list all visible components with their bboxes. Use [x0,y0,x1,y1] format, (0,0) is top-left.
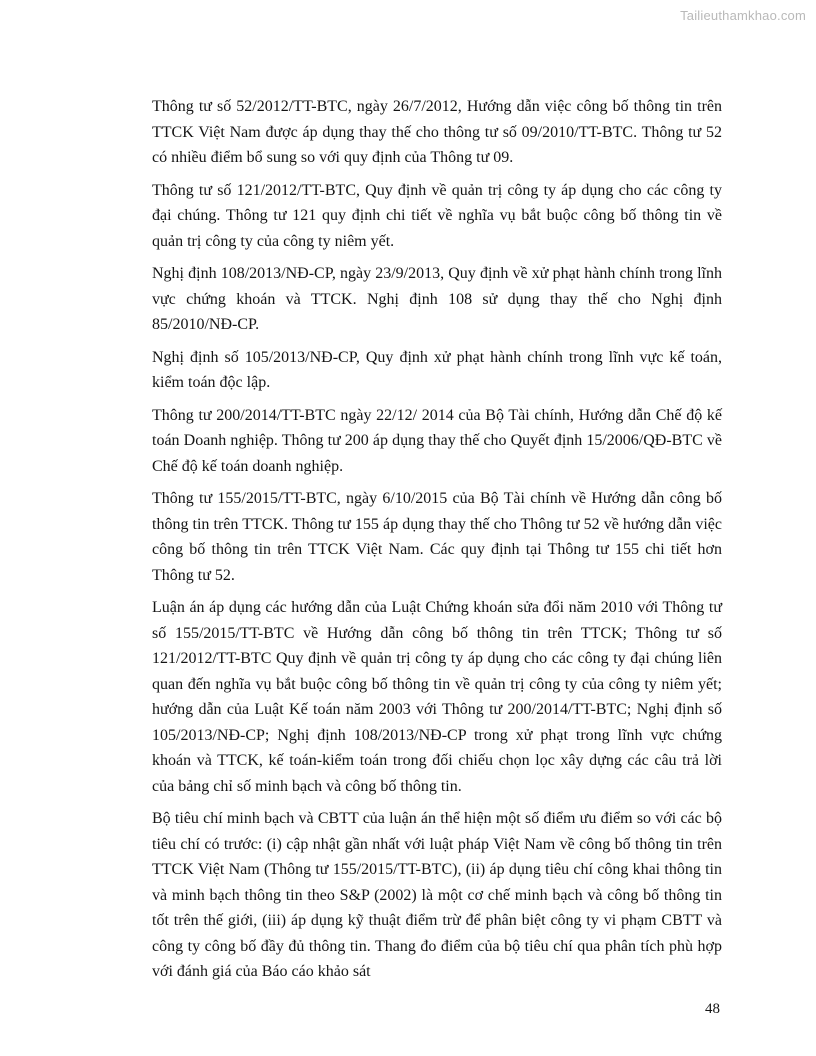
paragraph-criteria-advantages: Bộ tiêu chí minh bạch và CBTT của luận án thể hiện một số điểm ưu điểm so với các bộ tiêu chí có trước: (i) cập nhật gần nhất với luật pháp Việt Nam về công bố thông tin trên TTCK Việt Nam (Thông tư 155/2015/TT-BTC), (ii) áp dụng tiêu chí công khai thông tin và minh bạch thông tin theo S&P (2002) là một cơ chế minh bạch và công bố thông tin tốt trên thế giới, (iii) áp dụng kỹ thuật điểm trừ để phân biệt công ty vi phạm CBTT và công ty công bố đầy đủ thông tin. Thang đo điểm của bộ tiêu chí qua phân tích phù hợp với đánh giá của Báo cáo khảo sát [152,810,722,980]
page-number: 48 [705,1001,720,1017]
paragraph-circular-121: Thông tư số 121/2012/TT-BTC, Quy định về quản trị công ty áp dụng cho các công ty đại chúng. Thông tư 121 quy định chi tiết về nghĩa vụ bắt buộc công bố thông tin về quản trị công ty của công ty niêm yết. [152,181,722,250]
paragraph-decree-105: Nghị định số 105/2013/NĐ-CP, Quy định xử phạt hành chính trong lĩnh vực kế toán, kiểm toán độc lập. [152,348,722,391]
watermark: Tailieuthamkhao.com [680,8,806,23]
document-body [152,94,722,992]
paragraph-circular-52: Thông tư số 52/2012/TT-BTC, ngày 26/7/2012, Hướng dẫn việc công bố thông tin trên TTCK Việt Nam được áp dụng thay thế cho thông tư số 09/2010/TT-BTC. Thông tư 52 có nhiều điểm bổ sung so với quy định của Thông tư 09. [152,98,722,166]
paragraph-circular-155: Thông tư 155/2015/TT-BTC, ngày 6/10/2015 của Bộ Tài chính về Hướng dẫn công bố thông tin trên TTCK. Thông tư 155 áp dụng thay thế cho Thông tư 52 về hướng dẫn việc công bố thông tin trên TTCK Việt Nam. Các quy định tại Thông tư 155 chi tiết hơn Thông tư 52. [152,490,722,584]
paragraph-circular-200: Thông tư 200/2014/TT-BTC ngày 22/12/ 2014 của Bộ Tài chính, Hướng dẫn Chế độ kế toán Doanh nghiệp. Thông tư 200 áp dụng thay thế cho Quyết định 15/2006/QĐ-BTC về Chế độ kế toán doanh nghiệp. [152,406,722,475]
paragraph-thesis-application: Luận án áp dụng các hướng dẫn của Luật Chứng khoán sửa đổi năm 2010 với Thông tư số 155/2015/TT-BTC về Hướng dẫn công bố thông tin trên TTCK; Thông tư số 121/2012/TT-BTC Quy định về quản trị công ty áp dụng cho các công ty đại chúng liên quan đến nghĩa vụ bắt buộc công bố thông tin về quản trị công ty của công ty niêm yết; hướng dẫn của Luật Kế toán năm 2003 với Thông tư 200/2014/TT-BTC; Nghị định số 105/2013/NĐ-CP; Nghị định 108/2013/NĐ-CP trong xử phạt trong lĩnh vực chứng khoán và TTCK, kế toán-kiểm toán trong đối chiếu chọn lọc xây dựng các câu trả lời của bảng chỉ số minh bạch và công bố thông tin. [152,599,722,795]
paragraph-decree-108: Nghị định 108/2013/NĐ-CP, ngày 23/9/2013, Quy định về xử phạt hành chính trong lĩnh vực chứng khoán và TTCK. Nghị định 108 sử dụng thay thế cho Nghị định 85/2010/NĐ-CP. [152,265,722,333]
